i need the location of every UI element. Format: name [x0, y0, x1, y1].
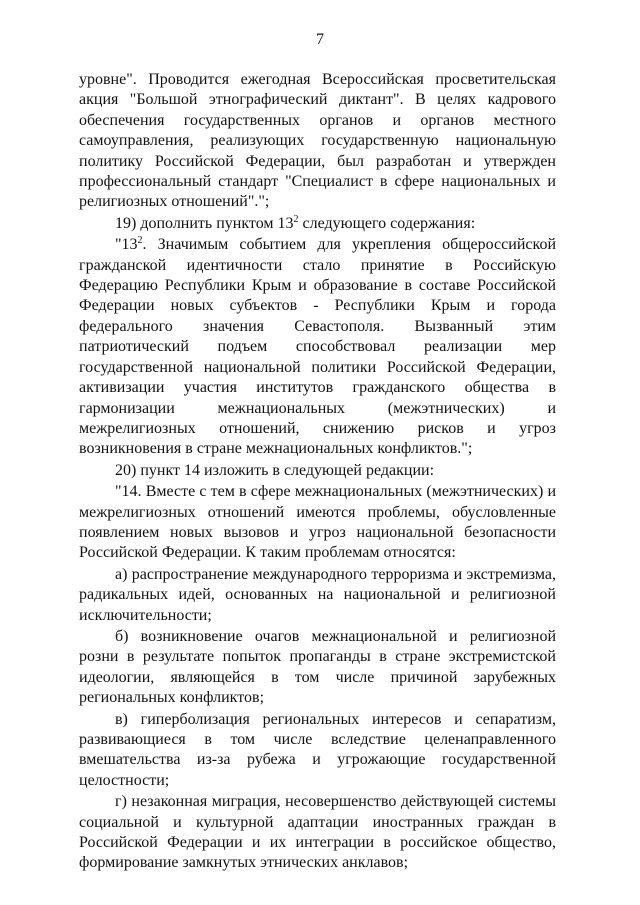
list-item-b: б) возникновение очагов межнациональной и религиозной розни в результате попыток пропаганды в стране экстремистской идеологии, являющейся в том числе причиной зарубежных региональных конфликтов; [79, 627, 556, 707]
paragraph-item-19-text-end: следующего содержания: [298, 214, 476, 232]
list-item-v: в) гиперболизация региональных интересов и сепаратизм, развивающиеся в том числе вследствие целенаправленного вмешательства из-за рубежа и угрожающие государственной целостности; [79, 710, 556, 789]
superscript-2: 2 [293, 213, 299, 225]
list-item-a: а) распространение международного терроризма и экстремизма, радикальных идей, основанных на национальной и религиозной исключительности; [79, 565, 556, 624]
paragraph-continuation: уровне". Проводится ежегодная Всероссийская просветительская акция "Большой этнографический диктант". В целях кадрового обеспечения государственных органов и органов местного самоуправления, реализующих государственную национальную политику Российской Федерации, был разработан и утвержден профессиональный стандарт "Специалист в сфере национальных и религиозных отношений"."; [79, 71, 556, 211]
document-body [79, 70, 556, 874]
paragraph-13-2-body: . Значимым событием для укрепления общероссийской гражданской идентичности стало принятие в Российскую Федерацию Республики Крым и образование в составе Российской Федерации новых субъектов - Республики Крым и города федерального значения Севастополя. Вызванный этим патриотический подъем способствовал реализации мер государственной национальной политики Российской Федерации, активизации участия институтов гражданского общества в гармонизации межнациональных (межэтнических) и межрелигиозных отношений, снижению рисков и угроз возникновения в стране межнациональных конфликтов."; [79, 236, 556, 458]
superscript-2: 2 [137, 235, 143, 247]
list-item-g: г) незаконная миграция, несовершенство действующей системы социальной и культурной адаптации иностранных граждан в Российской Федерации и их интеграции в российское общество, формирование замкнутых этнических анклавов; [79, 793, 556, 872]
page-number: 7 [316, 31, 324, 48]
paragraph-14: "14. Вместе с тем в сфере межнациональных (межэтнических) и межрелигиозных отношений имеются проблемы, обусловленные появлением новых вызовов и угроз национальной безопасности Российской Федерации. К таким проблемам относятся: [79, 483, 556, 562]
paragraph-13-2-start: "13 [115, 236, 138, 254]
paragraph-13-2 [79, 235, 556, 459]
paragraph-item-20: 20) пункт 14 изложить в следующей редакции: [115, 461, 435, 479]
paragraph-item-19 [79, 214, 556, 234]
paragraph-item-19-text: 19) дополнить пунктом 13 [115, 214, 294, 232]
